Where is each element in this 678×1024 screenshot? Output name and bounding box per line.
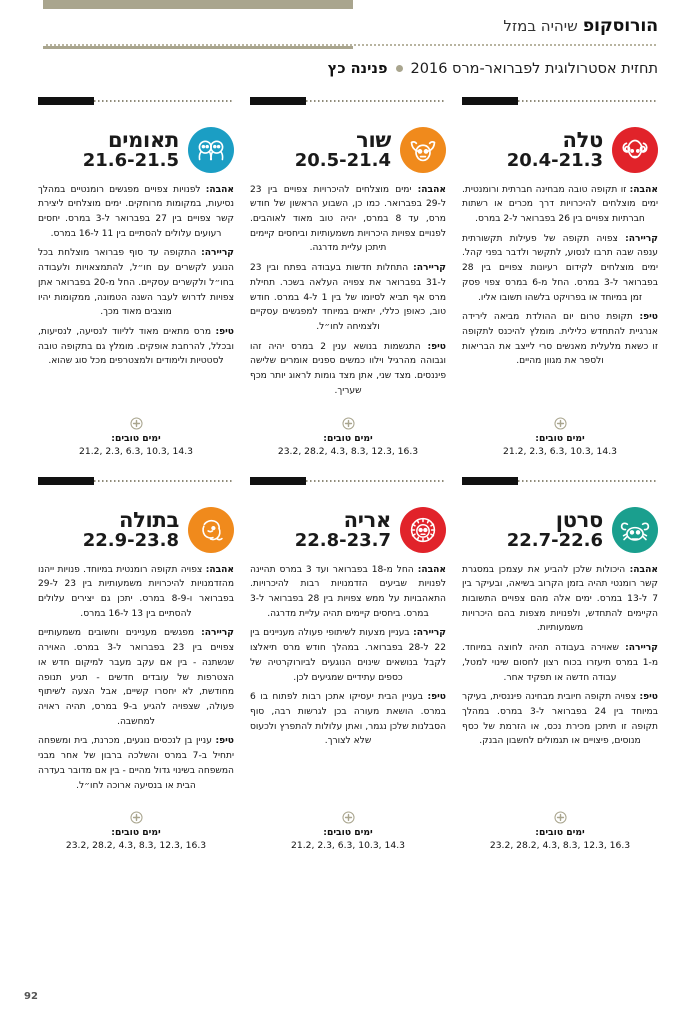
love-text: לפנויות צפויים מפגשים רומנטיים במהלך נסיעות, במקומות מרוחקים. ימים מוצלחים ליצירת קשר צפויים בין 27 בפברואר ל-3 במרס. יחסים רעועים עלולים להסתיים בין 11 ל-16 במרס. [38, 184, 234, 239]
sign-name: טלה [562, 127, 603, 152]
good-days-dates: 23.2, 28.2, 4.3, 8.3, 12.3, 16.3 [65, 840, 207, 852]
lion-icon [400, 507, 446, 553]
sign-body-text [250, 563, 446, 750]
sign-titles [83, 129, 179, 171]
sign-date-range: 20.4-21.3 [506, 149, 603, 171]
bullet-separator-icon [396, 65, 403, 72]
zodiac-card-aries [462, 95, 658, 457]
career-label: קריירה: [625, 643, 658, 654]
tip-paragraph [38, 325, 234, 369]
zodiac-row-bottom [20, 475, 658, 852]
good-days-label: ימים טובים: [111, 432, 161, 444]
card-divider [250, 95, 446, 107]
good-days-dates: 21.2, 2.3, 6.3, 10.3, 14.3 [79, 445, 193, 457]
top-accent-bar [43, 0, 353, 9]
good-days-block [250, 793, 446, 851]
love-paragraph [250, 183, 446, 257]
good-days-label: ימים טובים: [323, 432, 373, 444]
tip-label: טיפ: [215, 326, 234, 337]
tip-paragraph [462, 690, 658, 749]
sign-body-text [38, 563, 234, 794]
good-days-block [462, 793, 658, 851]
card-divider [250, 475, 446, 487]
tip-label: טיפ: [639, 692, 658, 703]
subtitle-row [20, 49, 658, 81]
love-label: אהבה: [417, 564, 446, 575]
love-paragraph [38, 563, 234, 622]
love-label: אהבה: [205, 184, 234, 195]
zodiac-card-taurus [250, 95, 446, 457]
love-label: אהבה: [629, 564, 658, 575]
good-days-block [462, 399, 658, 457]
sign-name: שור [356, 127, 391, 152]
plus-circle-icon [554, 415, 567, 428]
tip-paragraph [38, 734, 234, 793]
sign-body-text [462, 183, 658, 370]
career-label: קריירה: [625, 233, 658, 244]
card-divider [38, 95, 234, 107]
sign-name: סרטן [555, 507, 603, 532]
good-days-dates: 21.2, 2.3, 6.3, 10.3, 14.3 [503, 445, 617, 457]
tip-label: טיפ: [639, 312, 658, 323]
career-text: צפויה תקופה של פעילות תקשורתית ענפה שבה תרבו לנסוע, לתקשר ולדבר בפני קהל. ימים מוצלחים לקידום רעיונות צפויים בין 28 בפברואר ל-3 במרס. החל מ-6 במרס צפוי פסק זמן במיוחד או בפרויקט בלשהו תשובו אליו. [462, 233, 658, 303]
sign-titles [507, 509, 603, 551]
sign-body-text [38, 183, 234, 370]
sign-date-range: 21.6-21.5 [82, 149, 179, 171]
masthead-subtitle: שיהיה במזל [503, 17, 578, 35]
career-paragraph [250, 626, 446, 685]
author-name: פנינה כץ [327, 60, 388, 77]
love-label: אהבה: [417, 184, 446, 195]
zodiac-card-virgo [38, 475, 234, 852]
love-paragraph [462, 563, 658, 637]
masthead-title: הורוסקופ [582, 16, 658, 36]
sign-body-text [250, 183, 446, 399]
sign-date-range: 22.9-23.8 [82, 529, 179, 551]
career-label: קריירה: [201, 248, 234, 259]
page-number: 92 [24, 991, 38, 1002]
divider-black-cap [250, 477, 306, 485]
tip-text: צפויה תקופה חיובית מבחינה פיננסית, בעיקר במיוחד בין 24 בפברואר ל-3 במרס. במהלך תקופה זו תיתכן מכירת נכס, או הזרמת של כסף מנוסים, פיצויים או תגמולים לחשבון הבנק. [462, 692, 658, 747]
love-paragraph [250, 563, 446, 622]
issue-subtitle: תחזית אסטרולוגית לפברואר-מרס 2016 [410, 60, 658, 77]
good-days-dates: 23.2, 28.2, 4.3, 8.3, 12.3, 16.3 [489, 840, 631, 852]
love-text: החל מ-18 בפברואר ועד 3 במרס תהיינה לפנויות שביעים הזדמנויות רבות להיכרויות. התאהבויות על ממש צפויות בין 28 בפברואר ל-3 במרס. ביחסים קיימים תהיה עליית מדרגה. [250, 564, 446, 619]
career-paragraph [250, 261, 446, 335]
tip-label: טיפ: [215, 736, 234, 747]
plus-circle-icon [342, 809, 355, 822]
tip-text: התגשמות בנושא ענין 2 במרס יהיה זהו וגבוהה מהרגיל וילוו כמשים ספנים אומרים שלישה פיננסים. מצד שני, אתן מצד גומות לראוג יותר מכף שעריך. [250, 341, 446, 396]
bull-icon [400, 127, 446, 173]
virgo-icon [188, 507, 234, 553]
sign-header [38, 493, 234, 563]
career-label: קריירה: [413, 263, 446, 274]
good-days-block [38, 793, 234, 851]
sign-header [250, 113, 446, 183]
love-text: היכולות שלכן להביע את עצמכן במסגרת קשר רומנטי תהיה בזמן הקרוב בשיאה, ובעיקר בין 7 ל-13 במרס. ימים אלה מהם צפויים התשובות הקיימים להתחדש, ולפנויות מצפות בהם היכרויות משמעותיות. [462, 564, 658, 634]
zodiac-row-top [20, 95, 658, 457]
sign-name: אריה [343, 507, 391, 532]
tip-text: תקופת טרום יום ההולדת מביאה לירידה אנרגיית להתחדש כלילית. מומלץ להיכנס לתקופה זו כשאת מלעלית מאנשים סרי לייצב את הבריאות ולספר את מגוון מהיים. [462, 312, 658, 367]
sign-titles [507, 129, 603, 171]
top-accent-bar-row [20, 0, 658, 10]
good-days-label: ימים טובים: [111, 827, 161, 839]
zodiac-card-cancer [462, 475, 658, 852]
love-text: זו תקופה טובה מבחינה חברתית ורומנטית. ימים מוצלחים להיכרויות דרך מכרים או רשתות חברתיות צפויים בין 26 בפברואר ל-2 במרס. [462, 184, 658, 224]
card-divider [462, 95, 658, 107]
plus-circle-icon [130, 809, 143, 822]
ram-icon [612, 127, 658, 173]
career-label: קריירה: [413, 628, 446, 639]
tip-paragraph [250, 340, 446, 399]
divider-black-cap [250, 97, 306, 105]
sign-body-text [462, 563, 658, 750]
good-days-label: ימים טובים: [535, 432, 585, 444]
tip-text: מרס מתאים מאוד לליווד לנסיעה, לנסיעות, ובכלל, להרחבת אופקים. מומלץ גם בתקופה טובה לסטטיות ולימודים ולמצטרפים מכל סוג שהוא. [38, 326, 234, 367]
divider-black-cap [462, 477, 518, 485]
sign-name: תאומים [107, 127, 179, 152]
card-divider [38, 475, 234, 487]
love-text: צפויה תקופה רומנטית במיוחד. פנויות ייהנו מהזדמנויות להיכרויות משמעותיות בין 23 ל-29 בפברואר ו-8-9 במרס. יתכן גם יצירים עלולים להסתיים בין 13 ל-16 במרס. [38, 564, 234, 619]
love-paragraph [38, 183, 234, 242]
love-label: אהבה: [205, 564, 234, 575]
gemini-icon [188, 127, 234, 173]
sign-header [38, 113, 234, 183]
zodiac-card-gemini [38, 95, 234, 457]
good-days-block [250, 399, 446, 457]
plus-circle-icon [342, 415, 355, 428]
career-text: מפגשים מעניינים וחשובים משמעותיים צפויים בין 23 בפברואר ל-3 במרס. האוירה שנשתנה - בין אם עקב מעבר למיקום חדש או הצטרפות של עובדים חדשים - תגיע תנופה מחודשת, לא יחסרו קשיים, אבל הצעה לשיתוף פעולה, שצפויה להגיע ב-9 במרס, תהיה ראויה למחשבה. [38, 628, 234, 727]
love-label: אהבה: [629, 184, 658, 195]
good-days-dates: 21.2, 2.3, 6.3, 10.3, 14.3 [291, 840, 405, 852]
crab-icon [612, 507, 658, 553]
career-paragraph [38, 246, 234, 320]
career-paragraph [462, 641, 658, 685]
sign-date-range: 22.8-23.7 [294, 529, 391, 551]
masthead [20, 10, 658, 44]
tip-paragraph [250, 690, 446, 749]
career-paragraph [38, 626, 234, 729]
career-label: קריירה: [201, 628, 234, 639]
good-days-block [38, 399, 234, 457]
sign-date-range: 22.7-22.6 [506, 529, 603, 551]
sign-header [462, 113, 658, 183]
tip-text: עניין בן לנכסים נוגעים, מכרנת, בית ומשפחה יתחיל ב-7 במרס והשלכה ברבון של אחר מבני המשפחה בשינוי גדול מהיים - בין אם מדובר בעדרה הבית או בנסיעה ארוכה לחו״ל. [38, 736, 234, 791]
sign-titles [295, 129, 391, 171]
tip-label: טיפ: [427, 692, 446, 703]
sign-titles [83, 509, 179, 551]
divider-black-cap [38, 97, 94, 105]
good-days-label: ימים טובים: [535, 827, 585, 839]
plus-circle-icon [554, 809, 567, 822]
sign-date-range: 20.5-21.4 [294, 149, 391, 171]
love-paragraph [462, 183, 658, 227]
career-paragraph [462, 232, 658, 306]
divider-black-cap [38, 477, 94, 485]
career-text: התחלות חדשות בעבודה בפתח ובין 23 ל-31 בפברואר את צפויה העלאה בשכר. תחילת מרס אף תביא לסיומו של בין 1 ל-4 במרס. חודש טוב, כאופן כללי, יתאים במיוחד למפגשים עסקיים ולצמיחה לחו״ל. [250, 263, 446, 332]
career-text: בעניין מצעות לשיתופי פעולה מעניינים בין 22 ל-28 בפברואר. במהלך חודש מרס תיאלצו לקבל בנושאים שינוים הנוגעים לביורוקרטיה של כספים עתידיים שמגיעים לכן. [250, 628, 446, 683]
tip-label: טיפ: [427, 341, 446, 352]
sign-name: בתולה [119, 507, 179, 532]
plus-circle-icon [130, 415, 143, 428]
tip-paragraph [462, 310, 658, 369]
good-days-dates: 23.2, 28.2, 4.3, 8.3, 12.3, 16.3 [277, 445, 419, 457]
card-divider [462, 475, 658, 487]
divider-black-cap [462, 97, 518, 105]
career-text: התקופה עד סוף פברואר מוצלחת בכל הנוגע לקשרים עם חו״ל, להתמצאויות ולעבודה בחו״ל ולקשרים עסקיים. החל מ-20 בפברואר אתן צפויות לדרוש לעבר השנה הטמונה, ממקומות יהיו מוצבים מאוד מכך. [38, 248, 234, 318]
zodiac-card-leo [250, 475, 446, 852]
sign-header [250, 493, 446, 563]
career-text: שאוירה בעבודה תהיה לחוצה במיוחד. מ-1 במרס תיעזרו בכוח רצון לחסום שינוי למטל, עבודה חדשה או תפקיד אחר. [462, 643, 658, 683]
good-days-label: ימים טובים: [323, 827, 373, 839]
love-text: ימים מוצלחים להיכרויות צפויים בין 23 ל-29 בפברואר. כמו כן, השבוע הראשון של חודש מרס, עד 8 במרס, יהיה טוב מאוד לאוהבים. לפנויים צפויות היכרויות משמעותיות וביחסים קיימים תיתכן עליית מדרגה. [250, 184, 446, 254]
tip-text: בעניין הבית יעסיקו אתכן רבות לפתוח בו 6 במרס. הושאת מעורה בכן לגרשות רבה, סוף הסבלנות שלכן נגמר, ואתן עלולות להתפרץ ולכעוס שלא לצורך. [250, 692, 446, 747]
sign-header [462, 493, 658, 563]
sign-titles [295, 509, 391, 551]
